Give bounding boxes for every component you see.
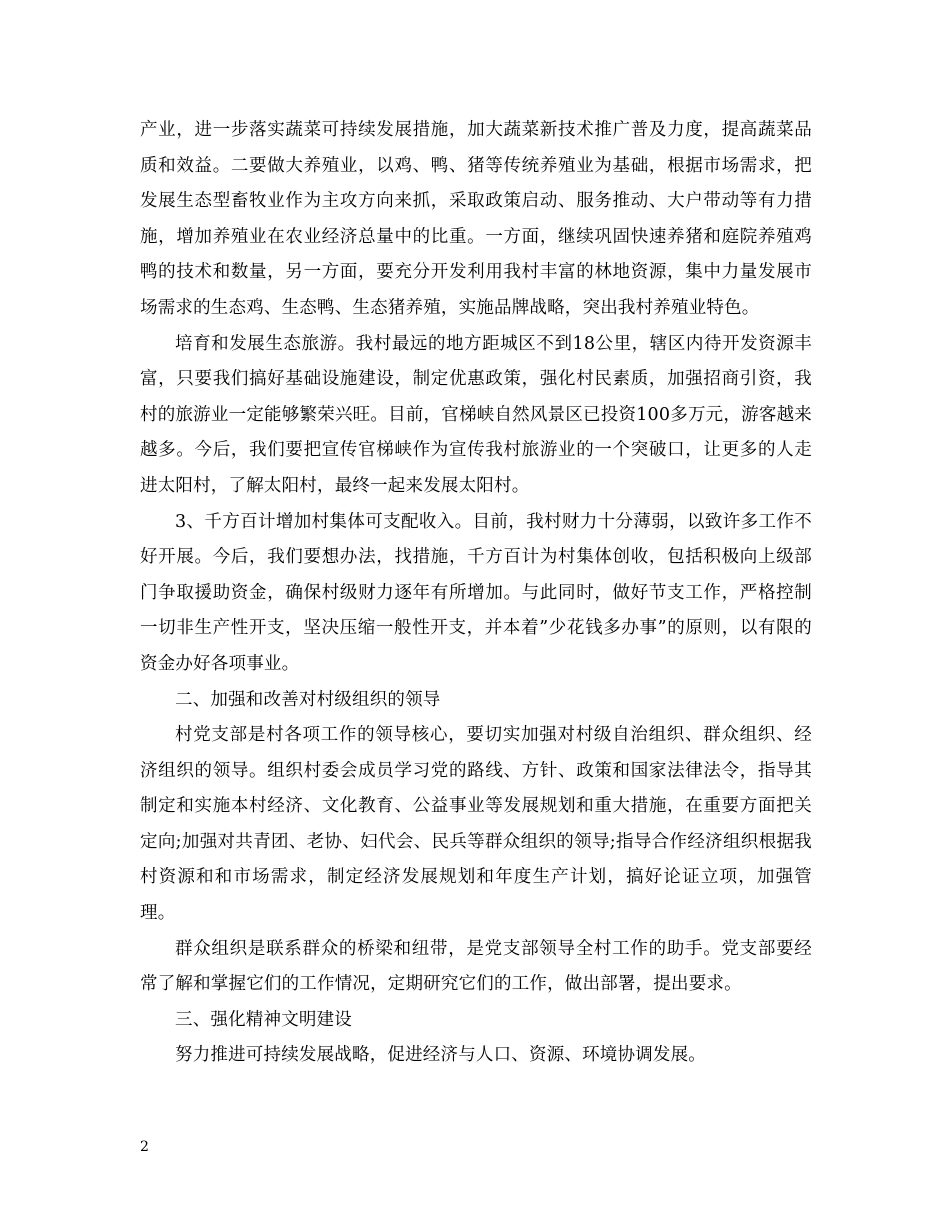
paragraph-sustainable-development: 努力推进可持续发展战略，促进经济与人口、资源、环境协调发展。 [175,1045,706,1066]
paragraph-mass-organizations: 群众组织是联系群众的桥梁和纽带，是党支部领导全村工作的助手。党支部要经常了解和掌握它们的工作情况，定期研究它们的工作，做出部署，提出要求。 [140,938,812,995]
section-heading-leadership: 二、加强和改善对村级组织的领导 [175,689,441,710]
document-body [140,113,812,1074]
page-number: 2 [140,1139,149,1155]
paragraph-eco-tourism: 培育和发展生态旅游。我村最远的地方距城区不到18公里，辖区内待开发资源丰富，只要我们搞好基础设施建设，制定优惠政策，强化村民素质，加强招商引资，我村的旅游业一定能够繁荣兴旺。目前，官梯峡自然风景区已投资100多万元，游客越来越多。今后，我们要把宣传官梯峡作为宣传我村旅游业的一个突破口，让更多的人走进太阳村，了解太阳村，最终一起来发展太阳村。 [140,333,812,496]
paragraph-party-branch: 村党支部是村各项工作的领导核心，要切实加强对村级自治组织、群众组织、经济组织的领导。组织村委会成员学习党的路线、方针、政策和国家法律法令，指导其制定和实施本村经济、文化教育、公益事业等发展规划和重大措施，在重要方面把关定向;加强对共青团、老协、妇代会、民兵等群众组织的领导;指导合作经济组织根据我村资源和和市场需求，制定经济发展规划和年度生产计划，搞好论证立项，加强管理。 [140,725,812,924]
paragraph-livestock: 产业，进一步落实蔬菜可持续发展措施，加大蔬菜新技术推广普及力度，提高蔬菜品质和效益。二要做大养殖业，以鸡、鸭、猪等传统养殖业为基础，根据市场需求，把发展生态型畜牧业作为主攻方向来抓，采取政策启动、服务推动、大户带动等有力措施，增加养殖业在农业经济总量中的比重。一方面，继续巩固快速养猪和庭院养殖鸡鸭的技术和数量，另一方面，要充分开发利用我村丰富的林地资源，集中力量发展市场需求的生态鸡、生态鸭、生态猪养殖，实施品牌战略，突出我村养殖业特色。 [140,120,812,318]
paragraph-collective-income: 3、千方百计增加村集体可支配收入。目前，我村财力十分薄弱，以致许多工作不好开展。今后，我们要想办法，找措施，千方百计为村集体创收，包括积极向上级部门争取援助资金，确保村级财力逐年有所增加。与此同时，做好节支工作，严格控制一切非生产性开支，坚决压缩一般性开支，并本着”少花钱多办事”的原则，以有限的资金办好各项事业。 [140,511,812,674]
section-heading-civilization: 三、强化精神文明建设 [175,1009,352,1030]
